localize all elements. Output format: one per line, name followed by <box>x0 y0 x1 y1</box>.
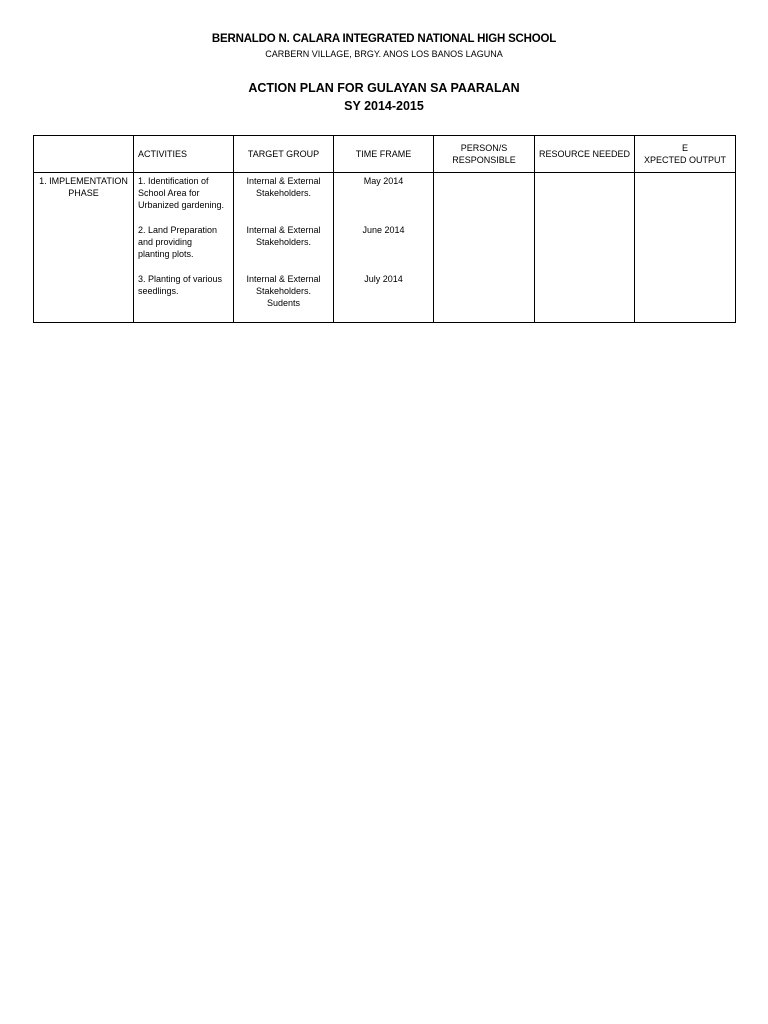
action-plan-table <box>33 135 736 323</box>
activity-1-line3: Urbanized gardening. <box>138 200 225 210</box>
target-entry-2 <box>238 224 329 273</box>
expected-output-cell <box>635 173 736 323</box>
activity-entry-1 <box>138 175 229 224</box>
header-persons-responsible-line1: PERSON/S <box>460 143 508 153</box>
header-expected-output-line1: E <box>681 143 688 153</box>
activity-entry-2 <box>138 224 229 273</box>
persons-responsible-cell <box>434 173 535 323</box>
school-address: CARBERN VILLAGE, BRGY. ANOS LOS BANOS LAGUNA <box>265 49 503 59</box>
header-expected-output <box>635 136 736 173</box>
activity-entry-3 <box>138 273 229 322</box>
target-1-line1: Internal & External <box>246 176 321 186</box>
phase-cell <box>34 173 134 323</box>
document-title: ACTION PLAN FOR GULAYAN SA PAARALAN <box>248 81 520 95</box>
header-time-frame: TIME FRAME <box>334 136 434 173</box>
activity-2-line3: planting plots. <box>138 249 194 259</box>
time-entry-2: June 2014 <box>362 225 405 235</box>
header-resource-needed: RESOURCE NEEDED <box>535 136 635 173</box>
activities-cell <box>134 173 234 323</box>
header-expected-output-line2: XPECTED OUTPUT <box>643 155 726 165</box>
target-group-cell <box>234 173 334 323</box>
time-entry-3: July 2014 <box>364 274 403 284</box>
target-3-line2: Stakeholders. <box>255 286 312 296</box>
activity-1-line1: 1. Identification of <box>138 176 209 186</box>
activity-2-line1: 2. Land Preparation <box>138 225 218 235</box>
time-entry-1: May 2014 <box>363 176 404 186</box>
activity-3-line1: 3. Planting of various <box>138 274 223 284</box>
header-target-group: TARGET GROUP <box>234 136 334 173</box>
target-2-line1: Internal & External <box>246 225 321 235</box>
table-header-row <box>34 136 736 173</box>
phase-line1: 1. IMPLEMENTATION <box>39 176 128 186</box>
phase-line2: PHASE <box>68 188 99 198</box>
header-phase <box>34 136 134 173</box>
time-frame-cell <box>334 173 434 323</box>
school-name: BERNALDO N. CALARA INTEGRATED NATIONAL HIGH SCHOOL <box>211 33 557 45</box>
target-3-line3: Sudents <box>266 298 301 308</box>
target-entry-3 <box>238 273 329 322</box>
activity-1-line2: School Area for <box>138 188 200 198</box>
target-1-line2: Stakeholders. <box>255 188 312 198</box>
target-3-line1: Internal & External <box>246 274 321 284</box>
school-year: SY 2014-2015 <box>344 99 424 113</box>
target-2-line2: Stakeholders. <box>255 237 312 247</box>
activity-3-line2: seedlings. <box>138 286 179 296</box>
resource-needed-cell <box>535 173 635 323</box>
table-row <box>34 173 736 323</box>
activity-2-line2: and providing <box>138 237 193 247</box>
target-entry-1 <box>238 175 329 224</box>
header-persons-responsible-line2: RESPONSIBLE <box>452 155 516 165</box>
header-activities: ACTIVITIES <box>134 136 234 173</box>
header-persons-responsible <box>434 136 535 173</box>
